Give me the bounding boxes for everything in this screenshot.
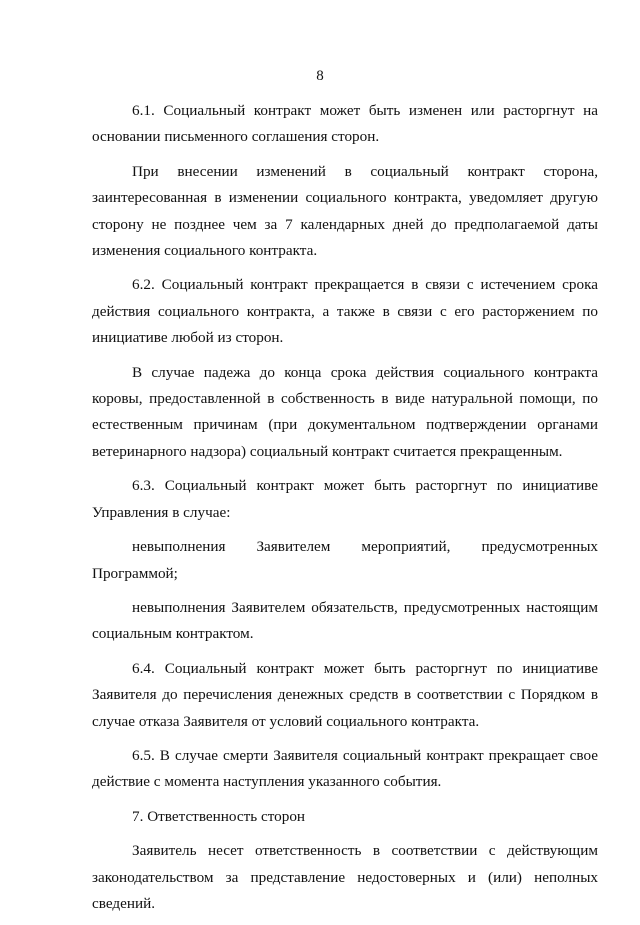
paragraph-7-liability: Заявитель несет ответственность в соответствии с действующим законодательством за представление недостоверных и (или) неполных сведений. xyxy=(92,842,598,912)
paragraph-6-3-item-1: невыполнения Заявителем мероприятий, предусмотренных Программой; xyxy=(92,538,598,582)
paragraph-6-4: 6.4. Социальный контракт может быть расторгнут по инициативе Заявителя до перечисления денежных средств в соответствии с Порядком в случае отказа Заявителя от условий социального контракта. xyxy=(92,659,598,730)
document-body xyxy=(92,98,598,925)
paragraph-6-2: 6.2. Социальный контракт прекращается в связи с истечением срока действия социального контракта, а также в связи с его расторжением по инициативе любой из сторон. xyxy=(92,276,598,347)
paragraph-6-3-item-2: невыполнения Заявителем обязательств, предусмотренных настоящим социальным контрактом. xyxy=(92,598,598,643)
paragraph-6-5: 6.5. В случае смерти Заявителя социальный контракт прекращает свое действие с момента наступления указанного события. xyxy=(92,746,598,791)
paragraph-6-1: 6.1. Социальный контракт может быть изменен или расторгнут на основании письменного соглашения сторон. xyxy=(92,102,598,146)
page-number: 8 xyxy=(316,68,324,84)
paragraph-6-3: 6.3. Социальный контракт может быть расторгнут по инициативе Управления в случае: xyxy=(92,477,598,521)
paragraph-6-2-livestock-loss: В случае падежа до конца срока действия социального контракта коровы, предоставленной в собственность в виде натуральной помощи, по естественным причинам (при документальном подтверждении органами ветеринарного надзора) социальный контракт считается прекращенным. xyxy=(92,363,598,460)
section-heading-7: 7. Ответственность сторон xyxy=(132,807,306,825)
paragraph-6-1-changes: При внесении изменений в социальный контракт сторона, заинтересованная в изменении социального контракта, уведомляет другую сторону не позднее чем за 7 календарных дней до предполагаемой даты изменения социального контракта. xyxy=(92,162,598,260)
